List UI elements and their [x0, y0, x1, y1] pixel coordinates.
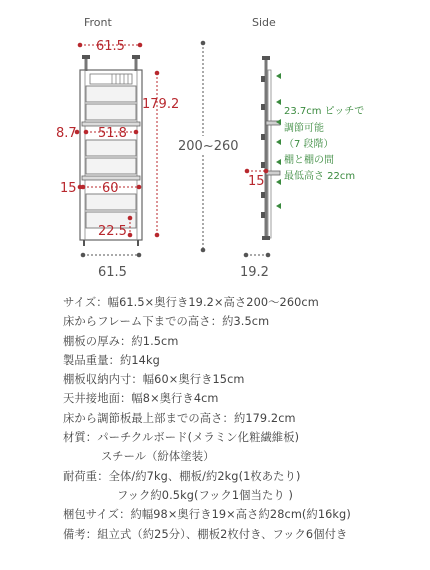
shelf-width-label: 51.8 — [98, 126, 127, 141]
dimension-dot — [137, 253, 142, 258]
pole-top-right — [135, 59, 138, 71]
annotation-line: 調節可能 — [284, 123, 324, 134]
dimension-dot — [201, 41, 206, 46]
spec-size: サイズ：幅61.5×奥行き19.2×高さ200～260cm — [63, 296, 319, 309]
dimension-dot — [81, 185, 86, 190]
dimension-dot — [155, 233, 160, 238]
ceiling-pad-right — [132, 55, 140, 59]
spec-shelf-thickness: 棚板の厚み：約1.5cm — [63, 334, 179, 348]
side-floor-pad — [262, 236, 270, 240]
spec-package-size: 梱包サイズ：約幅98×奥行き19×高さ約28cm(約16kg) — [63, 508, 351, 522]
dimension-dot — [138, 43, 143, 48]
ceiling-pad-left — [82, 55, 90, 59]
side-frame — [268, 70, 271, 238]
dimension-dot — [84, 130, 89, 135]
side-view — [240, 56, 364, 280]
dimension-dot — [266, 253, 271, 258]
dimension-dot — [201, 248, 206, 253]
spec-material: 材質：パーチクルボード(メラミン化粧繊維板) — [63, 431, 300, 445]
side-shelf-depth-label: 15 — [248, 174, 265, 189]
dimension-dot — [81, 253, 86, 258]
front-rack — [90, 74, 132, 84]
dimension-dot — [155, 71, 160, 76]
front-view — [56, 39, 179, 280]
dimension-dot — [78, 43, 83, 48]
top-width-label: 61.5 — [96, 39, 125, 54]
total-height-label: 200~260 — [178, 139, 239, 154]
side-view-title: Side — [252, 16, 276, 29]
spec-top-height: 床から調節板最上部までの高さ：約179.2cm — [63, 411, 296, 425]
side-hooks — [261, 76, 265, 218]
dimension-dot — [134, 130, 139, 135]
pole-top-left — [85, 59, 88, 71]
green-arrows — [276, 73, 281, 209]
spec-load: 耐荷重：全体/約7kg、棚板/約2kg(1枚あたり) — [63, 469, 301, 483]
dimension-dot — [264, 169, 269, 174]
side-ceiling-pad — [262, 56, 270, 60]
spec-notes: 備考：組立式（約25分）、棚板2枚付き、フック6個付き — [63, 527, 348, 541]
dimension-dot — [244, 253, 249, 258]
front-rack-bars — [112, 74, 128, 84]
spec-list — [63, 293, 423, 544]
shelf-gap-label: 8.7 — [56, 126, 77, 141]
spec-shelf-inner: 棚板収納内寸：幅60×奥行き15cm — [63, 373, 245, 387]
spec-weight: 製品重量：約14kg — [63, 353, 160, 367]
spec-floor-clearance: 床からフレーム下までの高さ：約3.5cm — [63, 315, 270, 329]
upper-height-label: 179.2 — [142, 97, 180, 112]
dimension-dot — [245, 169, 250, 174]
bottom-width-label: 61.5 — [98, 265, 127, 280]
annotation-line: 棚と棚の間 — [284, 155, 334, 166]
side-depth-label: 19.2 — [240, 265, 269, 280]
bottom-gap-label: 22.5 — [98, 224, 127, 239]
front-panels — [86, 86, 136, 228]
annotation-line: 最低高さ 22cm — [284, 171, 356, 182]
annotation-line: 23.7cm ピッチで — [284, 106, 365, 117]
spec-ceiling-contact: 天井接地面：幅8×奥行き4cm — [63, 392, 219, 406]
dimension-dot — [137, 185, 142, 190]
spec-load-hook: フック約0.5kg(フック1個当たり ) — [117, 488, 293, 502]
annotation-line: （7 段階） — [284, 139, 334, 150]
spec-material-steel: スチール（紛体塗装） — [101, 450, 215, 464]
front-view-title: Front — [84, 16, 112, 29]
dimension-dot — [128, 216, 133, 221]
adjustment-annotation — [284, 105, 364, 182]
dimension-dot — [128, 233, 133, 238]
inner-width-label: 60 — [102, 181, 119, 196]
shelf-depth-label: 15 — [60, 181, 77, 196]
